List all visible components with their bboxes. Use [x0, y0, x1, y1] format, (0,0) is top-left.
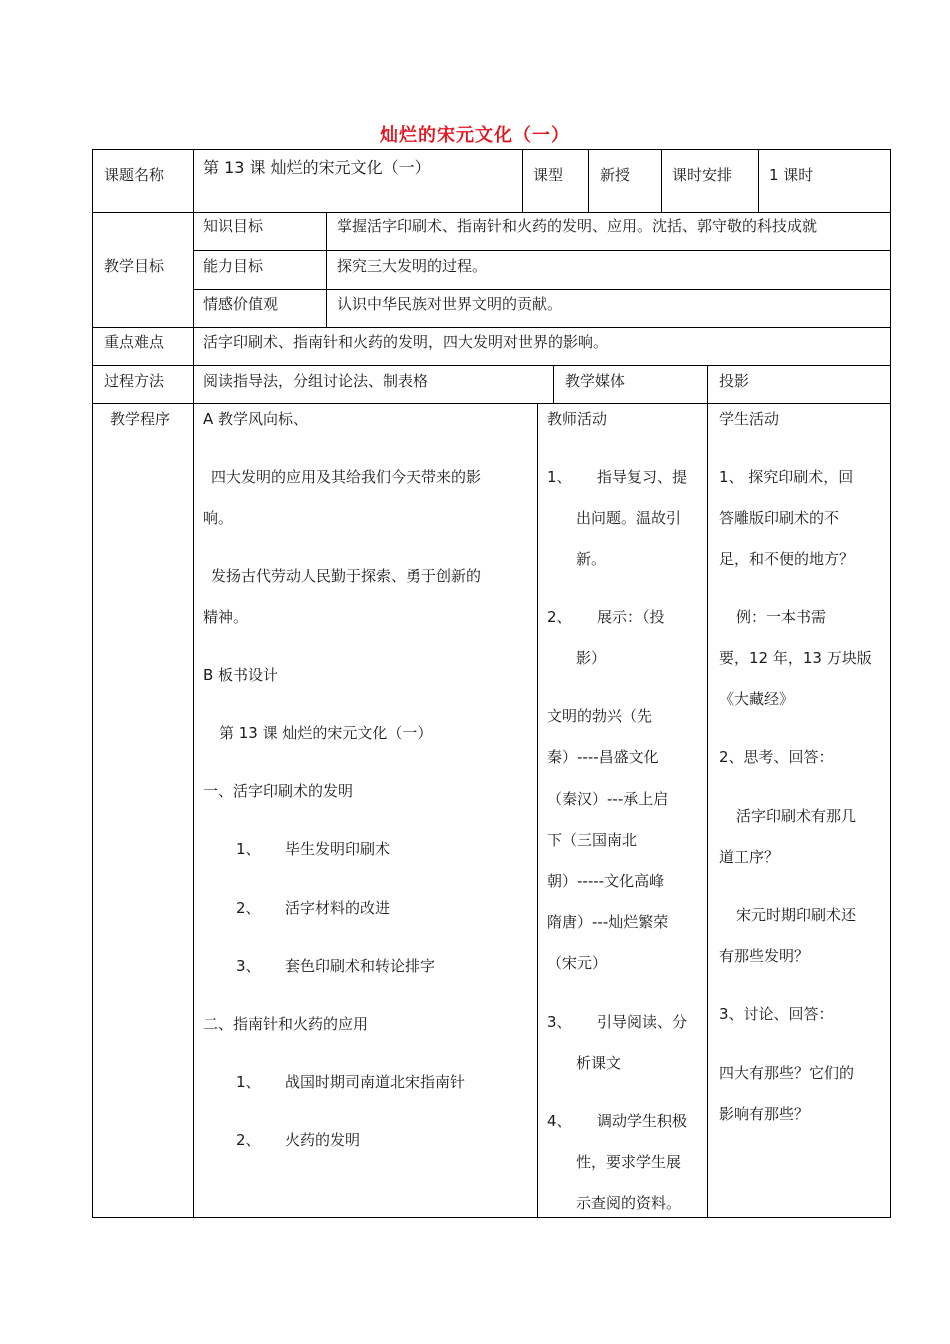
teacher-line: （秦汉）---承上启: [547, 790, 669, 808]
student-line: 活字印刷术有那几: [736, 807, 857, 825]
teacher-line: 展示：（投: [597, 608, 665, 626]
hours-value: 1 课时: [769, 166, 814, 184]
hours-label: 课时安排: [672, 166, 733, 184]
student-line: 宋元时期印刷术还: [736, 906, 857, 924]
main-line: 套色印刷术和转论排字: [285, 957, 436, 975]
student-line: 足，和不便的地方？: [719, 550, 855, 568]
teacher-line: 文明的勃兴（先: [547, 707, 653, 725]
key-points-label: 重点难点: [104, 333, 165, 351]
teacher-line: 影）: [576, 649, 607, 667]
student-line: 《大藏经》: [719, 690, 795, 708]
teacher-line: 调动学生积极: [597, 1112, 688, 1130]
teacher-line: 3、: [547, 1013, 572, 1031]
teacher-line: 1、: [547, 468, 572, 486]
main-line: 1、: [236, 840, 261, 858]
objective-label: 能力目标: [203, 257, 264, 275]
main-line: 2、: [236, 899, 261, 917]
teacher-line: 秦）----昌盛文化: [547, 748, 659, 766]
topic-value: 第 13 课 灿烂的宋元文化（一）: [203, 158, 431, 177]
objective-value: 认识中华民族对世界文明的贡献。: [337, 295, 563, 313]
student-header: 学生活动: [719, 410, 780, 428]
student-line: 道工序？: [719, 848, 780, 866]
teacher-line: 2、: [547, 608, 572, 626]
teacher-line: 指导复习、提: [597, 468, 688, 486]
main-line: 1、: [236, 1073, 261, 1091]
teacher-line: 朝）-----文化高峰: [547, 872, 665, 890]
teacher-line: 新。: [576, 550, 607, 568]
main-line: B 板书设计: [203, 666, 279, 684]
student-line: 例：一本书需: [736, 608, 827, 626]
methods-label: 过程方法: [104, 372, 165, 390]
teacher-line: 出问题。温故引: [576, 509, 682, 527]
objective-label: 知识目标: [203, 217, 264, 235]
student-line: 答雕版印刷术的不: [719, 509, 840, 527]
document-title: 灿烂的宋元文化（一）: [380, 125, 570, 146]
objectives-label: 教学目标: [104, 257, 165, 275]
media-label: 教学媒体: [565, 372, 626, 390]
procedure-label: 教学程序: [110, 410, 171, 428]
main-line: 第 13 课 灿烂的宋元文化（一）: [219, 724, 433, 742]
objective-value: 探究三大发明的过程。: [337, 257, 488, 275]
main-line: 火药的发明: [285, 1131, 361, 1149]
main-line: 战国时期司南道北宋指南针: [285, 1073, 466, 1091]
topic-label: 课题名称: [104, 166, 165, 184]
student-line: 1、 探究印刷术，回: [719, 468, 854, 486]
main-line: 精神。: [203, 608, 249, 626]
main-line: 一、活字印刷术的发明: [203, 782, 354, 800]
main-line: A 教学风向标、: [203, 410, 309, 428]
objective-label: 情感价值观: [203, 295, 279, 313]
key-points-value: 活字印刷术、指南针和火药的发明，四大发明对世界的影响。: [203, 333, 609, 351]
type-value: 新授: [600, 166, 631, 184]
teacher-line: （宋元）: [547, 954, 608, 972]
teacher-line: 引导阅读、分: [597, 1013, 688, 1031]
main-line: 活字材料的改进: [285, 899, 391, 917]
objective-value: 掌握活字印刷术、指南针和火药的发明、应用。沈括、郭守敬的科技成就: [337, 217, 818, 235]
student-line: 3、讨论、回答：: [719, 1005, 834, 1023]
main-line: 2、: [236, 1131, 261, 1149]
student-line: 2、思考、回答：: [719, 748, 834, 766]
main-line: 响。: [203, 509, 234, 527]
type-label: 课型: [533, 166, 564, 184]
teacher-line: 性，要求学生展: [576, 1153, 682, 1171]
media-value: 投影: [719, 372, 750, 390]
teacher-line: 析课文: [576, 1054, 622, 1072]
main-line: 3、: [236, 957, 261, 975]
main-line: 毕生发明印刷术: [285, 840, 391, 858]
main-line: 四大发明的应用及其给我们今天带来的影: [211, 468, 482, 486]
student-line: 有那些发明？: [719, 947, 810, 965]
teacher-line: 隋唐）---灿烂繁荣: [547, 913, 669, 931]
teacher-line: 4、: [547, 1112, 572, 1130]
main-line: 二、指南针和火药的应用: [203, 1015, 369, 1033]
student-line: 影响有那些？: [719, 1105, 810, 1123]
student-line: 要，12 年，13 万块版: [719, 649, 872, 667]
teacher-header: 教师活动: [547, 410, 608, 428]
teacher-line: 下（三国南北: [547, 831, 638, 849]
teacher-line: 示查阅的资料。: [576, 1194, 682, 1212]
main-line: 发扬古代劳动人民勤于探索、勇于创新的: [211, 567, 482, 585]
methods-value: 阅读指导法，分组讨论法、制表格: [203, 372, 429, 390]
student-line: 四大有那些？它们的: [719, 1064, 855, 1082]
